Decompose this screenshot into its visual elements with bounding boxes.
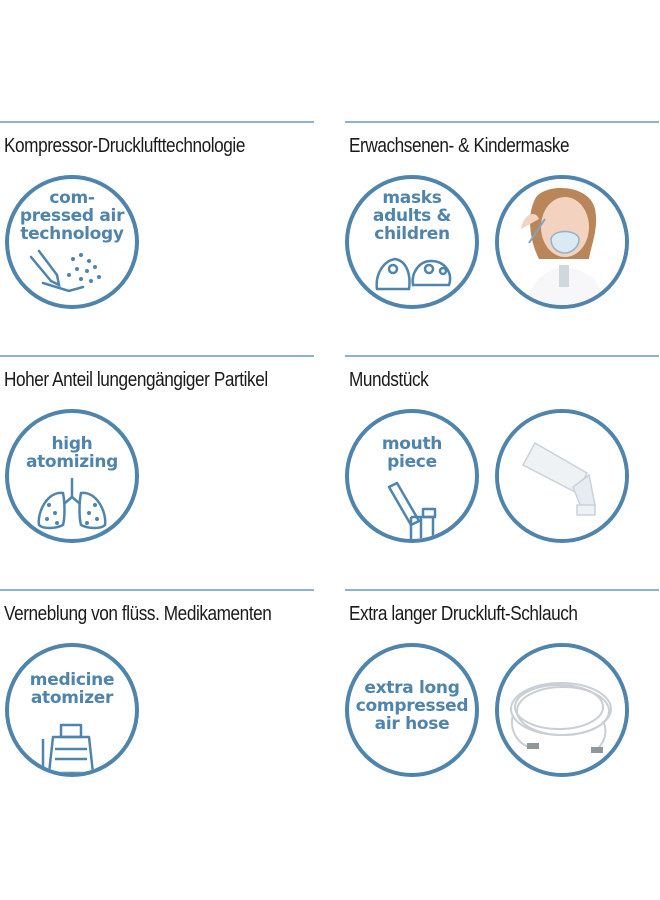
feature-title: Mundstück [349, 369, 429, 391]
feature-compressor [0, 121, 314, 311]
air-hose-photo [495, 643, 629, 777]
feature-high-atomizing [0, 355, 314, 545]
masks-icon [349, 179, 475, 305]
badge-text: mouth piece [381, 434, 443, 472]
divider [345, 121, 659, 123]
mouthpiece-badge [345, 409, 479, 543]
mouthpiece-icon [349, 413, 475, 539]
feature-mouthpiece [345, 355, 659, 545]
compressed-air-badge [5, 175, 139, 309]
badge-text: extra long compressed air hose [355, 678, 469, 734]
feature-title: Kompressor-Drucklufttechnologie [4, 135, 245, 157]
badge-text: high atomizing [25, 434, 119, 472]
woman-wearing-mask-photo [495, 175, 629, 309]
mouthpiece-photo [495, 409, 629, 543]
divider [345, 589, 659, 591]
high-atomizing-badge [5, 409, 139, 543]
masks-badge [345, 175, 479, 309]
air-hose-badge [345, 643, 479, 777]
feature-title: Erwachsenen- & Kindermaske [349, 135, 570, 157]
divider [0, 355, 314, 357]
feature-masks [345, 121, 659, 311]
badge-text: com- pressed air technology [19, 188, 125, 244]
badge-text: masks adults & children [372, 188, 452, 244]
compressor-nozzle-icon [9, 179, 135, 305]
feature-medicine-atomizer [0, 589, 314, 779]
medicine-atomizer-badge [5, 643, 139, 777]
divider [0, 589, 314, 591]
nebulizer-icon [9, 647, 135, 773]
air-hose-icon [349, 647, 475, 773]
feature-title: Extra langer Druckluft-Schlauch [349, 603, 578, 625]
feature-title: Hoher Anteil lungengängiger Partikel [4, 369, 268, 391]
divider [0, 121, 314, 123]
feature-title: Verneblung von flüss. Medikamenten [4, 603, 272, 625]
divider [345, 355, 659, 357]
badge-text: medicine atomizer [29, 670, 115, 708]
lungs-icon [9, 413, 135, 539]
feature-air-hose [345, 589, 659, 779]
